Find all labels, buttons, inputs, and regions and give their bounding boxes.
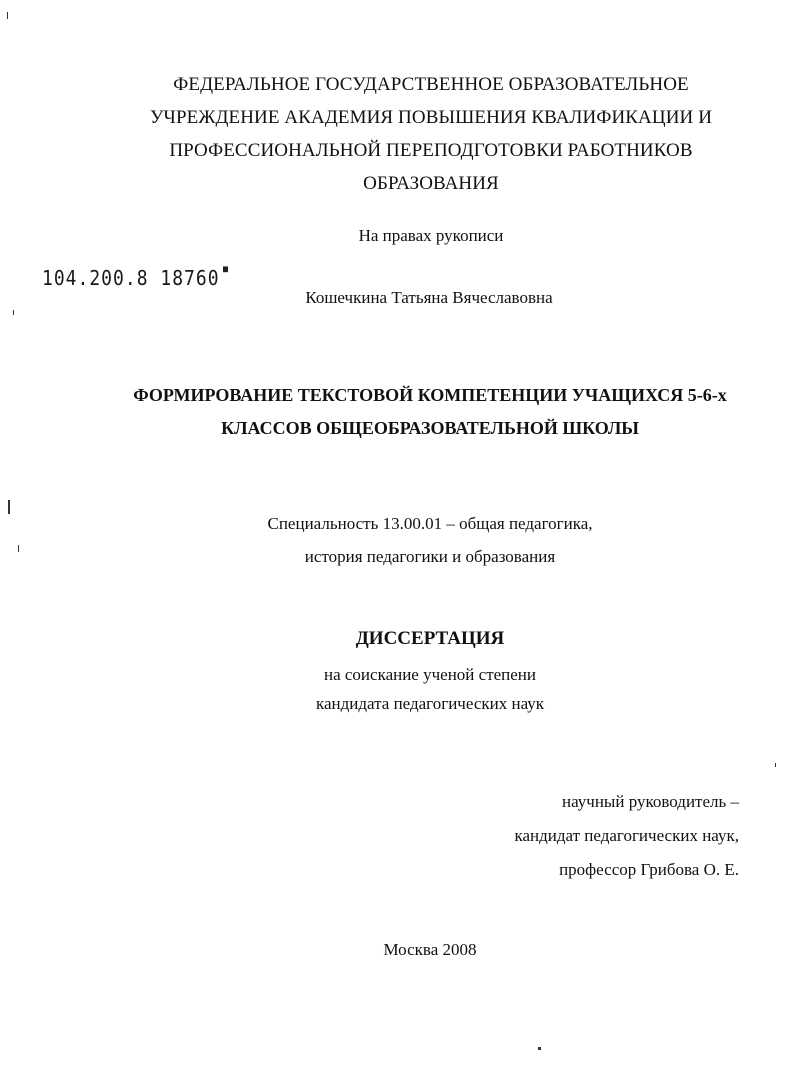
supervisor-line: научный руководитель – [562, 792, 739, 811]
title-line: КЛАССОВ ОБЩЕОБРАЗОВАТЕЛЬНОЙ ШКОЛЫ [221, 418, 639, 438]
institution-line: УЧРЕЖДЕНИЕ АКАДЕМИЯ ПОВЫШЕНИЯ КВАЛИФИКАЦИИ И [149, 107, 713, 128]
supervisor-block [514, 785, 739, 887]
scan-speck [775, 763, 776, 767]
institution-line: ПРОФЕССИОНАЛЬНОЙ ПЕРЕПОДГОТОВКИ РАБОТНИКОВ [169, 140, 693, 161]
author-name: Кошечкина Татьяна Вячеславовна [305, 288, 553, 307]
institution-name [0, 68, 798, 200]
supervisor-line: профессор Грибова О. Е. [559, 860, 739, 879]
stamp-dot [223, 266, 228, 272]
scan-speck [13, 310, 14, 315]
degree-statement [0, 660, 798, 718]
dissertation-heading: ДИССЕРТАЦИЯ [355, 628, 505, 649]
title-line: ФОРМИРОВАНИЕ ТЕКСТОВОЙ КОМПЕТЕНЦИИ УЧАЩИХСЯ 5-6-х [133, 385, 727, 405]
library-stamp-number: 104.200.8 18760 [42, 266, 220, 291]
scan-speck [7, 12, 8, 19]
rights-note: На правах рукописи [358, 226, 504, 245]
scan-speck [538, 1047, 541, 1050]
specialty-line: Специальность 13.00.01 – общая педагогика, [267, 514, 593, 533]
institution-line: ФЕДЕРАЛЬНОЕ ГОСУДАРСТВЕННОЕ ОБРАЗОВАТЕЛЬНОЕ [173, 74, 689, 95]
library-stamp [42, 266, 228, 290]
supervisor-line: кандидат педагогических наук, [514, 826, 739, 845]
dissertation-title [0, 379, 798, 445]
specialty [0, 507, 798, 573]
institution-line: ОБРАЗОВАНИЯ [363, 173, 499, 194]
degree-line: кандидата педагогических наук [315, 694, 545, 713]
specialty-line: история педагогики и образования [304, 547, 556, 566]
city-year: Москва 2008 [383, 940, 477, 959]
degree-line: на соискание ученой степени [323, 665, 537, 684]
